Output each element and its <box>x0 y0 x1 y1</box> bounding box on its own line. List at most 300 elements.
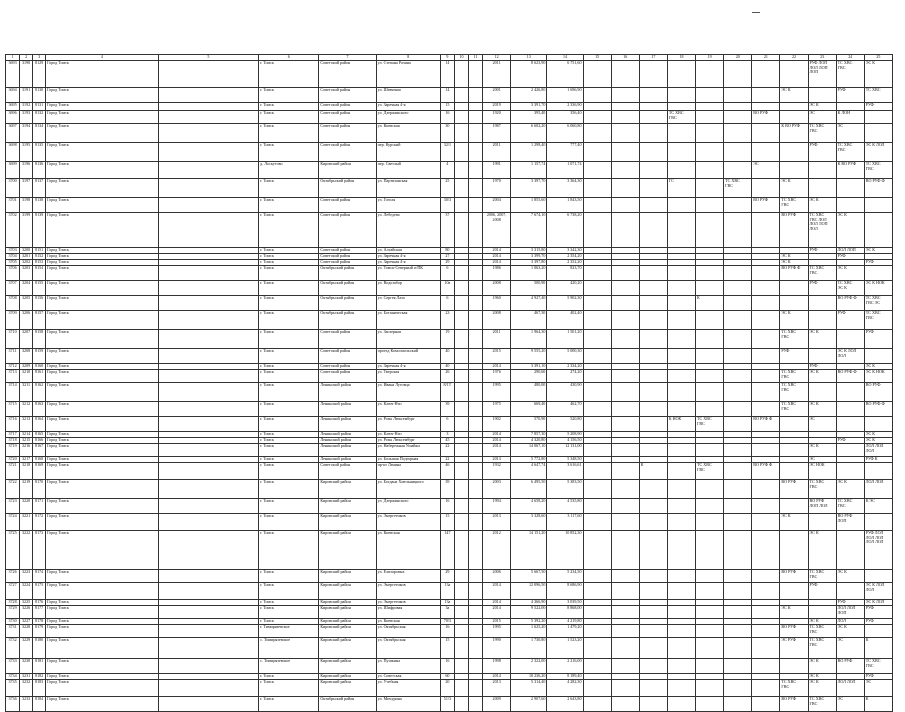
table-cell-col-22 <box>780 417 808 432</box>
table-cell-col-18 <box>667 697 695 712</box>
table-cell-col-23: ЭС <box>808 457 836 463</box>
table-cell-col-3: 8177 <box>33 606 46 619</box>
table-cell-col-19 <box>696 111 724 124</box>
table-cell-col-11 <box>469 103 483 111</box>
table-cell-col-4: Город Томск <box>46 499 159 514</box>
table-cell-col-18 <box>667 402 695 417</box>
table-row <box>6 480 893 499</box>
table-cell-col-14: 777,40 <box>547 143 583 162</box>
table-cell-col-1: 3720 <box>6 457 20 463</box>
table-cell-col-6: г. Томск <box>259 480 319 499</box>
table-cell-col-25: К <box>864 697 892 712</box>
table-cell-col-24: К ЛОН <box>836 111 864 124</box>
table-cell-col-18 <box>667 370 695 383</box>
table-cell-col-14: 823,70 <box>547 266 583 281</box>
table-cell-col-7: Ленинский район <box>319 444 376 457</box>
table-cell-col-9: 8/1Т <box>440 383 454 402</box>
table-cell-col-13: 4 658,20 <box>511 499 547 514</box>
table-cell-col-5 <box>158 61 258 88</box>
table-cell-col-12: 2013 <box>483 680 511 697</box>
table-row <box>6 124 893 143</box>
table-cell-col-8: ул. Мичурина <box>376 697 440 712</box>
table-cell-col-13: 6 495,50 <box>511 480 547 499</box>
table-cell-col-3: 8166 <box>33 438 46 444</box>
table-cell-col-7: Советский район <box>319 349 376 364</box>
table-cell-col-23: ЭС К <box>808 330 836 349</box>
table-cell-col-12: 2015 <box>483 619 511 625</box>
table-cell-col-4: Город Томск <box>46 179 159 198</box>
table-cell-col-5 <box>158 213 258 248</box>
table-cell-col-8: ул. Учебная <box>376 680 440 697</box>
table-cell-col-14: 4 282,30 <box>547 680 583 697</box>
table-cell-col-24 <box>836 444 864 457</box>
table-cell-col-3: 8179 <box>33 625 46 638</box>
table-cell-col-10 <box>454 281 468 296</box>
table-cell-col-6: г. Томск <box>259 514 319 531</box>
table-cell-col-9: 13а <box>440 583 454 600</box>
table-cell-col-21 <box>752 583 780 600</box>
table-cell-col-22 <box>780 531 808 570</box>
table-cell-col-21: ЭС <box>752 162 780 179</box>
table-cell-col-12: 2014 <box>483 248 511 254</box>
table-cell-col-5 <box>158 463 258 480</box>
table-cell-col-7: Ленинский район <box>319 457 376 463</box>
column-header-11: 11 <box>469 55 483 61</box>
table-cell-col-3: 8157 <box>33 311 46 330</box>
table-cell-col-9: 40 <box>440 364 454 370</box>
table-cell-col-11 <box>469 659 483 674</box>
table-cell-col-21 <box>752 499 780 514</box>
table-cell-col-14: 1 501,20 <box>547 330 583 349</box>
table-cell-col-16 <box>611 499 639 514</box>
table-cell-col-3: 8151 <box>33 248 46 254</box>
table-cell-col-7: Кировский район <box>319 162 376 179</box>
table-cell-col-4: Город Томск <box>46 606 159 619</box>
table-cell-col-17 <box>639 111 667 124</box>
table-cell-col-9: 15 <box>440 514 454 531</box>
table-cell-col-23: ВО РУФ ЛОП ЛОЛ <box>808 499 836 514</box>
table-cell-col-5 <box>158 179 258 198</box>
table-cell-col-14: 6 060,80 <box>547 124 583 143</box>
table-cell-col-25: ЭС К ЛОЛ <box>864 600 892 606</box>
table-cell-col-22 <box>780 111 808 124</box>
table-cell-col-25 <box>864 213 892 248</box>
table-cell-col-12: 2011 <box>483 61 511 88</box>
table-cell-col-1: 3735 <box>6 680 20 697</box>
table-cell-col-21 <box>752 680 780 697</box>
table-cell-col-3: 8129 <box>33 61 46 88</box>
table-cell-col-3: 8172 <box>33 514 46 531</box>
table-cell-col-18 <box>667 266 695 281</box>
table-cell-col-18: ГС <box>667 179 695 198</box>
table-cell-col-19: К <box>696 296 724 311</box>
table-row <box>6 330 893 349</box>
table-cell-col-6: г. Томск <box>259 254 319 260</box>
table-cell-col-15 <box>583 570 611 583</box>
table-cell-col-13: 12 096,50 <box>511 583 547 600</box>
table-cell-col-20 <box>724 638 752 659</box>
table-cell-col-14: 8 686,90 <box>547 583 583 600</box>
table-cell-col-17 <box>639 480 667 499</box>
table-cell-col-5 <box>158 330 258 349</box>
table-cell-col-8: ул. Елизаровых <box>376 570 440 583</box>
table-cell-col-17 <box>639 383 667 402</box>
table-cell-col-12: 2012 <box>483 531 511 570</box>
table-cell-col-25: РУФ <box>864 619 892 625</box>
table-cell-col-19 <box>696 349 724 364</box>
table-cell-col-7: Советский район <box>319 61 376 88</box>
table-row <box>6 349 893 364</box>
table-cell-col-6: г. Томск <box>259 402 319 417</box>
table-cell-col-25: ВО РУФ Ф <box>864 402 892 417</box>
table-cell-col-24 <box>836 531 864 570</box>
table-cell-col-9: 16 <box>440 111 454 124</box>
table-cell-col-6: г. Томск <box>259 444 319 457</box>
table-cell-col-6: г. Томск <box>259 417 319 432</box>
table-cell-col-21 <box>752 266 780 281</box>
table-cell-col-24: ВО РУФ Ф <box>836 296 864 311</box>
table-cell-col-10 <box>454 514 468 531</box>
table-cell-col-19 <box>696 499 724 514</box>
table-cell-col-18 <box>667 625 695 638</box>
table-cell-col-3: 8158 <box>33 330 46 349</box>
table-cell-col-4: Город Томск <box>46 438 159 444</box>
table-cell-col-15 <box>583 88 611 103</box>
table-cell-col-9: 4 <box>440 162 454 179</box>
table-cell-col-2: 3197 <box>20 179 33 198</box>
table-cell-col-21 <box>752 570 780 583</box>
table-cell-col-14: 5 383,50 <box>547 480 583 499</box>
table-cell-col-5 <box>158 680 258 697</box>
table-cell-col-24: ЛОЛ ЛОЛ <box>836 680 864 697</box>
table-cell-col-7: Советский район <box>319 364 376 370</box>
table-cell-col-5 <box>158 570 258 583</box>
table-row <box>6 162 893 179</box>
table-cell-col-7: Ленинский район <box>319 383 376 402</box>
table-cell-col-13: 3 397,70 <box>511 179 547 198</box>
table-cell-col-16 <box>611 697 639 712</box>
table-cell-col-6: г. Томск <box>259 266 319 281</box>
table-cell-col-20 <box>724 625 752 638</box>
column-header-22: 22 <box>780 55 808 61</box>
table-cell-col-11 <box>469 179 483 198</box>
table-cell-col-21 <box>752 638 780 659</box>
table-cell-col-1: 3718 <box>6 438 20 444</box>
table-row <box>6 697 893 712</box>
table-cell-col-3: 8175 <box>33 583 46 600</box>
table-cell-col-12: 2013 <box>483 457 511 463</box>
table-cell-col-23: ЭС К <box>808 531 836 570</box>
table-cell-col-20 <box>724 417 752 432</box>
table-cell-col-14: 5 348,50 <box>547 457 583 463</box>
table-cell-col-24: ЭС <box>836 697 864 712</box>
table-cell-col-6: г. Томск <box>259 330 319 349</box>
table-cell-col-14: 5 902,30 <box>547 296 583 311</box>
table-cell-col-13: 1 730,80 <box>511 638 547 659</box>
table-cell-col-12: 2014 <box>483 254 511 260</box>
table-row <box>6 383 893 402</box>
table-cell-col-4: Город Томск <box>46 198 159 213</box>
table-cell-col-10 <box>454 162 468 179</box>
table-cell-col-25: ТС ХВС ГВС <box>864 659 892 674</box>
table-cell-col-2: 3191 <box>20 88 33 103</box>
table-cell-col-10 <box>454 266 468 281</box>
table-cell-col-15 <box>583 370 611 383</box>
table-cell-col-22: РУФ <box>780 349 808 364</box>
table-cell-col-19 <box>696 383 724 402</box>
table-cell-col-25: К ЭС <box>864 499 892 514</box>
table-cell-col-16 <box>611 659 639 674</box>
table-cell-col-2: 3214 <box>20 432 33 438</box>
table-cell-col-18 <box>667 162 695 179</box>
table-cell-col-1: 3734 <box>6 674 20 680</box>
table-cell-col-1: 3726 <box>6 570 20 583</box>
table-cell-col-3: 8130 <box>33 88 46 103</box>
table-cell-col-20 <box>724 463 752 480</box>
table-cell-col-14: 3 039,50 <box>547 600 583 606</box>
table-cell-col-5 <box>158 383 258 402</box>
table-cell-col-20 <box>724 531 752 570</box>
table-cell-col-21 <box>752 480 780 499</box>
table-cell-col-6: г. Томск <box>259 600 319 606</box>
table-cell-col-14: 1 843,50 <box>547 198 583 213</box>
table-cell-col-17 <box>639 402 667 417</box>
table-cell-col-20 <box>724 61 752 88</box>
table-cell-col-1: 3702 <box>6 213 20 248</box>
table-cell-col-9: 39 <box>440 402 454 417</box>
table-cell-col-7: Кировский район <box>319 606 376 619</box>
table-cell-col-9: 39 <box>440 480 454 499</box>
table-row <box>6 370 893 383</box>
column-header-20: 20 <box>724 55 752 61</box>
table-cell-col-3: 8163 <box>33 402 46 417</box>
table-cell-col-6: г. Томск <box>259 383 319 402</box>
table-cell-col-2: 3195 <box>20 143 33 162</box>
table-cell-col-14: 4 219,80 <box>547 619 583 625</box>
table-cell-col-13: 5 667,50 <box>511 570 547 583</box>
column-header-1: 1 <box>6 55 20 61</box>
table-cell-col-13: 480,00 <box>511 383 547 402</box>
table-cell-col-7: Кировский район <box>319 583 376 600</box>
table-cell-col-11 <box>469 61 483 88</box>
table-row <box>6 606 893 619</box>
table-cell-col-8: ул. Заречная 4-я <box>376 260 440 266</box>
table-row <box>6 266 893 281</box>
table-cell-col-9: 23 <box>440 311 454 330</box>
table-cell-col-12: 2008 <box>483 281 511 296</box>
table-cell-col-12: 2011 <box>483 330 511 349</box>
table-cell-col-2: 3198 <box>20 198 33 213</box>
table-cell-col-14: 12 131,00 <box>547 444 583 457</box>
table-cell-col-25 <box>864 198 892 213</box>
table-cell-col-3: 8171 <box>33 499 46 514</box>
table-cell-col-14: 356,40 <box>547 111 583 124</box>
table-cell-col-19 <box>696 531 724 570</box>
column-header-19: 19 <box>696 55 724 61</box>
table-cell-col-9: 29 <box>440 260 454 266</box>
table-cell-col-13: 5 772,80 <box>511 457 547 463</box>
table-cell-col-23 <box>808 514 836 531</box>
table-cell-col-4: Город Томск <box>46 659 159 674</box>
table-cell-col-2: 3205 <box>20 296 33 311</box>
column-header-4: 4 <box>46 55 159 61</box>
table-cell-col-25: ЛОЛ ЛОЛ ЛОЛ <box>864 444 892 457</box>
table-cell-col-16 <box>611 162 639 179</box>
table-cell-col-22: ТС ХВС ГВС <box>780 402 808 417</box>
table-cell-col-16 <box>611 531 639 570</box>
table-row <box>6 659 893 674</box>
table-cell-col-1: 3698 <box>6 143 20 162</box>
table-cell-col-8: ул. Ивана Луговца <box>376 383 440 402</box>
table-cell-col-17 <box>639 680 667 697</box>
table-cell-col-8: ул. Энергетиков <box>376 514 440 531</box>
table-cell-col-18 <box>667 531 695 570</box>
table-cell-col-24: ЭС <box>836 638 864 659</box>
table-cell-col-2: 3217 <box>20 457 33 463</box>
table-cell-col-16 <box>611 61 639 88</box>
table-cell-col-20 <box>724 402 752 417</box>
table-cell-col-1: 3709 <box>6 311 20 330</box>
table-cell-col-19 <box>696 213 724 248</box>
table-cell-col-10 <box>454 499 468 514</box>
table-cell-col-2: 3233 <box>20 697 33 712</box>
column-header-14: 14 <box>547 55 583 61</box>
table-cell-col-1: 3722 <box>6 480 20 499</box>
table-cell-col-22: ЭС К <box>780 606 808 619</box>
table-row <box>6 311 893 330</box>
table-cell-col-9: 13а <box>440 600 454 606</box>
table-cell-col-13: 4 320,80 <box>511 438 547 444</box>
table-row <box>6 88 893 103</box>
table-cell-col-24 <box>836 103 864 111</box>
table-cell-col-6: г. Томск <box>259 198 319 213</box>
table-cell-col-19 <box>696 198 724 213</box>
table-cell-col-23: ЭС К <box>808 659 836 674</box>
table-cell-col-8: ул. Водозабор <box>376 281 440 296</box>
table-cell-col-15 <box>583 143 611 162</box>
column-header-12: 12 <box>483 55 511 61</box>
table-cell-col-2: 3213 <box>20 417 33 432</box>
table-cell-col-4: Город Томск <box>46 417 159 432</box>
table-cell-col-7: Октябрьский район <box>319 296 376 311</box>
table-cell-col-22: ВО РУФ <box>780 213 808 248</box>
table-cell-col-23: ЭС К <box>808 198 836 213</box>
table-cell-col-7: Советский район <box>319 124 376 143</box>
table-cell-col-9: 3а <box>440 606 454 619</box>
column-header-10: 10 <box>454 55 468 61</box>
table-cell-col-12: 1920 <box>483 111 511 124</box>
table-cell-col-3: 8154 <box>33 266 46 281</box>
table-cell-col-17 <box>639 330 667 349</box>
table-cell-col-18 <box>667 499 695 514</box>
table-cell-col-3: 8139 <box>33 213 46 248</box>
table-cell-col-9: 6 <box>440 417 454 432</box>
table-cell-col-24 <box>836 179 864 198</box>
table-cell-col-20 <box>724 296 752 311</box>
table-cell-col-3: 8169 <box>33 463 46 480</box>
table-cell-col-15 <box>583 514 611 531</box>
table-cell-col-15 <box>583 417 611 432</box>
table-cell-col-13: 3 397,80 <box>511 260 547 266</box>
column-header-2: 2 <box>20 55 33 61</box>
table-cell-col-13: 4 647,74 <box>511 463 547 480</box>
table-cell-col-8: ул. Ботаническая <box>376 311 440 330</box>
table-cell-col-3: 8183 <box>33 680 46 697</box>
table-cell-col-15 <box>583 162 611 179</box>
table-cell-col-23: ТС ХВС ГВС <box>808 625 836 638</box>
table-cell-col-7: Кировский район <box>319 659 376 674</box>
table-cell-col-25 <box>864 463 892 480</box>
table-cell-col-8: ул. Ключ-Нэп <box>376 402 440 417</box>
table-cell-col-16 <box>611 311 639 330</box>
table-cell-col-25 <box>864 514 892 531</box>
table-cell-col-8: ул. Шевченко <box>376 88 440 103</box>
column-header-24: 24 <box>836 55 864 61</box>
table-cell-col-10 <box>454 111 468 124</box>
table-cell-col-24: РУФ <box>836 600 864 606</box>
table-cell-col-7: Кировский район <box>319 480 376 499</box>
table-cell-col-23: ТС ХВС ГВС <box>808 266 836 281</box>
table-cell-col-12: 1932 <box>483 463 511 480</box>
table-cell-col-4: Город Томск <box>46 432 159 438</box>
table-cell-col-12: 2009 <box>483 697 511 712</box>
table-cell-col-2: 3210 <box>20 370 33 383</box>
table-cell-col-9: 60 <box>440 674 454 680</box>
table-cell-col-13: 2 426,80 <box>511 88 547 103</box>
table-cell-col-20 <box>724 162 752 179</box>
table-cell-col-8: пер. Светлый <box>376 162 440 179</box>
table-cell-col-13: 4 366,90 <box>511 600 547 606</box>
table-cell-col-3: 8160 <box>33 364 46 370</box>
table-cell-col-11 <box>469 480 483 499</box>
table-cell-col-22 <box>780 103 808 111</box>
table-cell-col-14: 2 336,90 <box>547 103 583 111</box>
table-cell-col-24: ЭС К <box>836 266 864 281</box>
table-cell-col-22 <box>780 444 808 457</box>
table-cell-col-22: ТС ХВС ГВС <box>780 198 808 213</box>
table-cell-col-21 <box>752 179 780 198</box>
table-cell-col-7: Советский район <box>319 330 376 349</box>
table-cell-col-4: Город Томск <box>46 680 159 697</box>
table-cell-col-21 <box>752 697 780 712</box>
table-cell-col-1: 3711 <box>6 349 20 364</box>
table-cell-col-6: г. Томск <box>259 281 319 296</box>
column-header-13: 13 <box>511 55 547 61</box>
table-cell-col-11 <box>469 638 483 659</box>
table-cell-col-4: Город Томск <box>46 260 159 266</box>
table-cell-col-22 <box>780 296 808 311</box>
table-cell-col-11 <box>469 625 483 638</box>
table-cell-col-21 <box>752 330 780 349</box>
table-cell-col-15 <box>583 111 611 124</box>
table-cell-col-17 <box>639 103 667 111</box>
table-cell-col-1: 3736 <box>6 697 20 712</box>
table-cell-col-23: ТС ХВС ГВС ЛОЛ ЛОЛ ЛОП ЛОЛ <box>808 213 836 248</box>
table-cell-col-11 <box>469 266 483 281</box>
column-header-18: 18 <box>667 55 695 61</box>
table-cell-col-16 <box>611 680 639 697</box>
table-cell-col-6: г. Томск <box>259 143 319 162</box>
table-cell-col-15 <box>583 349 611 364</box>
table-cell-col-19 <box>696 88 724 103</box>
table-cell-col-19 <box>696 680 724 697</box>
table-cell-col-15 <box>583 680 611 697</box>
table-cell-col-13: 7 674,10 <box>511 213 547 248</box>
table-cell-col-16 <box>611 370 639 383</box>
table-cell-col-12: 1998 <box>483 659 511 674</box>
table-cell-col-19 <box>696 583 724 600</box>
table-cell-col-25: ЭС К <box>864 438 892 444</box>
